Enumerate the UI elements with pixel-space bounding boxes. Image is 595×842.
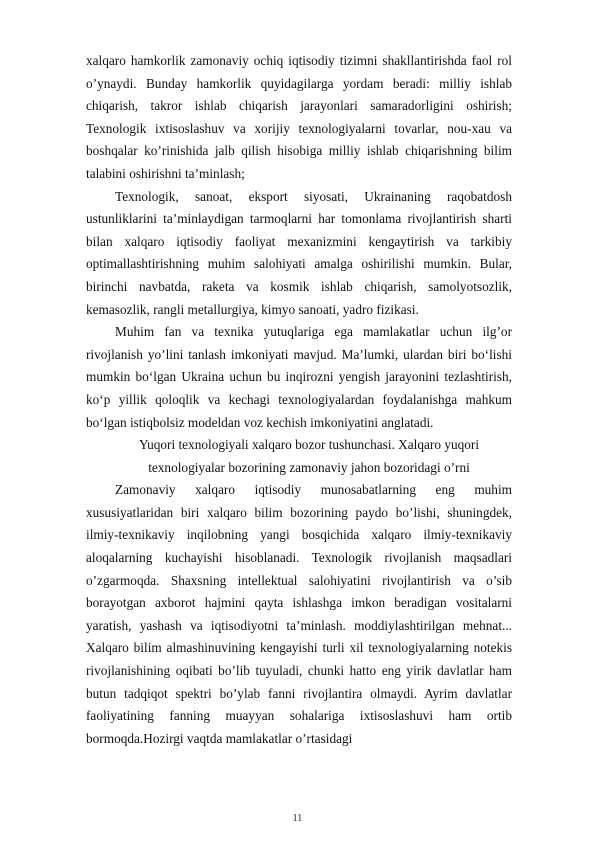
document-page [86, 50, 512, 750]
paragraph-2: Texnologik, sanoat, eksport siyosati, Ukrainaning raqobatdosh ustunliklarini ta’minlaydigan tarmoqlarni har tomonlama rivojlantirish sharti bilan xalqaro iqtisodiy faoliyat mexanizmini kengaytirish va tarkibiy optimallashtirishning muhim salohiyati amalga oshirilishi mumkin. Bular, birinchi navbatda, raketa va kosmik ishlab chiqarish, samolyotsozlik, kemasozlik, rangli metallurgiya, kimyo sanoati, yadro fizikasi. [86, 188, 512, 317]
paragraph-3: Muhim fan va texnika yutuqlariga ega mamlakatlar uchun ilg’or rivojlanish yo’lini tanlash imkoniyati mavjud. Ma’lumki, ulardan biri bo‘lishi mumkin bo‘lgan Ukraina uchun bu inqirozni yengish jarayonini tezlashtirish, ko‘p yillik qoloqlik va kechagi texnologiyalardan foydalanishga mahkum bo‘lgan istiqbolsiz modeldan voz kechish imkoniyatini anglatadi. [86, 324, 512, 430]
page-number: 11 [292, 813, 303, 824]
paragraph-1: xalqaro hamkorlik zamonaviy ochiq iqtisodiy tizimni shakllantirishda faol rol o’ynaydi. Bunday hamkorlik quyidagilarga yordam beradi: milliy ishlab chiqarish, takror ishlab chiqarish jarayonlari samaradorligini oshirish; Texnologik ixtisoslashuv va xorijiy texnologiyalarni tovarlar, nou-xau va boshqalar ko’rinishida jalb qilish hisobiga milliy ishlab chiqarishning bilim talabini oshirishni ta’minlash; [86, 53, 512, 181]
paragraph-4: Zamonaviy xalqaro iqtisodiy munosabatlarning eng muhim xususiyatlaridan biri xalqaro bilim bozorining paydo bo’lishi, shuningdek, ilmiy-texnikaviy inqilobning yangi bosqichida xalqaro ilmiy-texnikaviy aloqalarning kuchayishi hisoblanadi. Texnologik rivojlanish maqsadlari o’zgarmoqda. Shaxsning intellektual salohiyatini rivojlantirish va o’sib borayotgan axborot hajmini qayta ishlashga imkon beradigan vositalarni yaratish, yashash va iqtisodiyotni ta’minlash. moddiylashtirilgan mehnat... Xalqaro bilim almashinuvining kengayishi turli xil texnologiyalarning notekis rivojlanishining oqibati bo’lib tuyuladi, chunki hatto eng yirik davlatlar ham butun tadqiqot spektri bo’ylab fanni rivojlantira olmaydi. Ayrim davlatlar faoliyatining fanning muayyan sohalariga ixtisoslashuvi ham ortib bormoqda.Hozirgi vaqtda mamlakatlar o’rtasidagi [86, 482, 512, 746]
section-heading: Yuqori texnologiyali xalqaro bozor tushunchasi. Xalqaro yuqori texnologiyalar bozorining zamonaviy jahon bozoridagi o’rni [138, 437, 480, 475]
